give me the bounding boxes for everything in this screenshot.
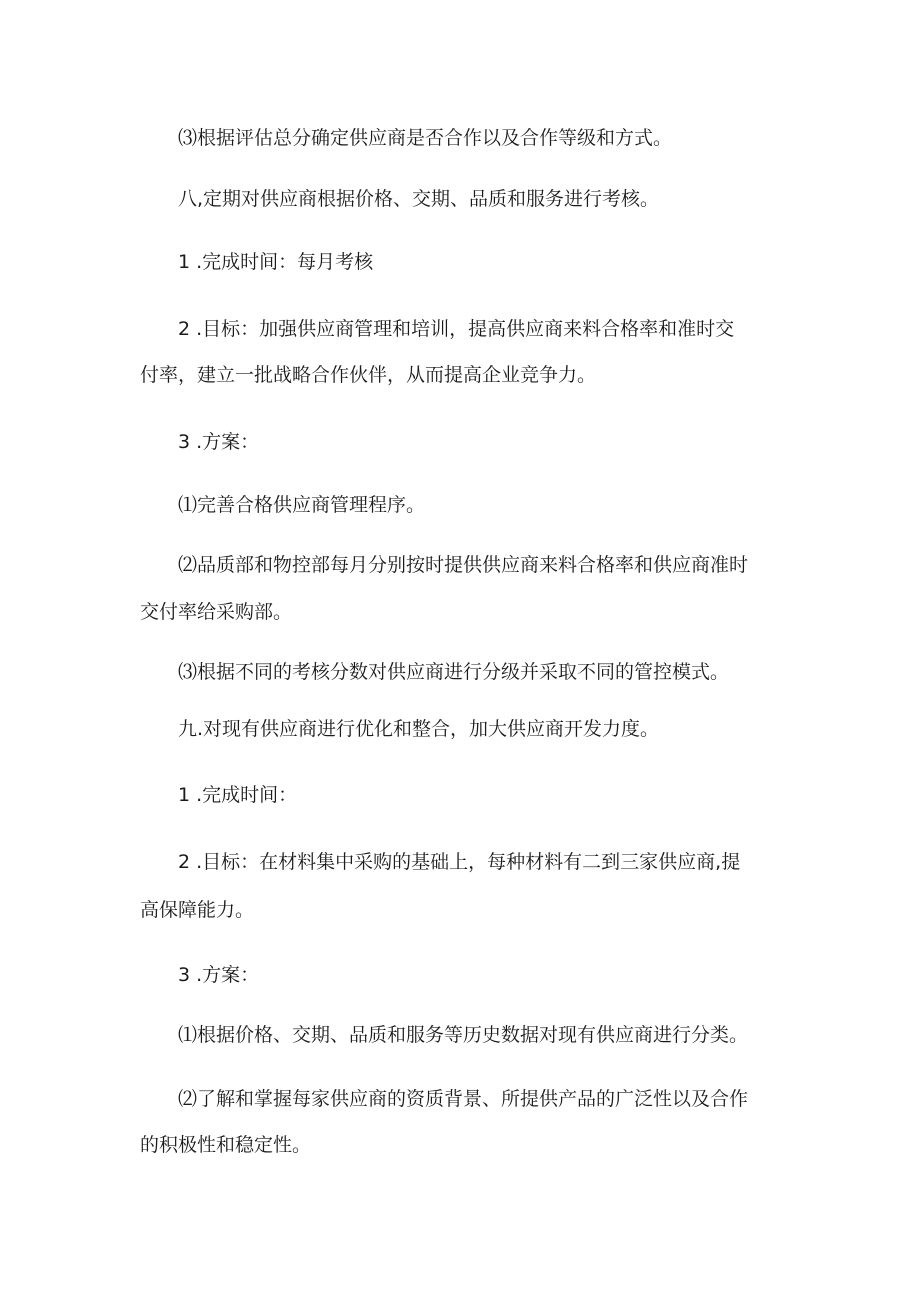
section-nine-goal-line1: 2 .目标：在材料集中采购的基础上，每种材料有二到三家供应商,提	[178, 851, 741, 873]
section-nine-plan-label: 3 .方案：	[178, 964, 260, 986]
plan-nine-item-1: ⑴根据价格、交期、品质和服务等历史数据对现有供应商进行分类。	[178, 1024, 749, 1046]
plan-item-1: ⑴完善合格供应商管理程序。	[178, 494, 426, 516]
section-eight-goal-line1: 2 .目标：加强供应商管理和培训，提高供应商来料合格率和准时交	[178, 318, 735, 340]
section-eight-heading: 八,定期对供应商根据价格、交期、品质和服务进行考核。	[178, 188, 660, 210]
plan-item-2-line2: 交付率给采购部。	[140, 601, 293, 623]
section-eight-goal-line2: 付率，建立一批战略合作伙伴，从而提高企业竞争力。	[140, 364, 597, 386]
plan-nine-item-2-line2: 的积极性和稳定性。	[140, 1134, 312, 1156]
plan-nine-item-2-line1: ⑵了解和掌握每家供应商的资质背景、所提供产品的广泛性以及合作	[178, 1088, 749, 1110]
section-eight-plan-label: 3 .方案：	[178, 431, 260, 453]
section-nine-heading: 九.对现有供应商进行优化和整合，加大供应商开发力度。	[178, 718, 660, 740]
plan-item-2-line1: ⑵品质部和物控部每月分别按时提供供应商来料合格率和供应商准时	[178, 554, 749, 576]
section-nine-goal-line2: 高保障能力。	[140, 899, 255, 921]
section-nine-time: 1 .完成时间：	[178, 784, 298, 806]
section-eight-time: 1 .完成时间：每月考核	[178, 251, 374, 273]
paragraph-evaluation-decision: ⑶根据评估总分确定供应商是否合作以及合作等级和方式。	[178, 127, 673, 149]
plan-item-3: ⑶根据不同的考核分数对供应商进行分级并采取不同的管控模式。	[178, 661, 730, 683]
